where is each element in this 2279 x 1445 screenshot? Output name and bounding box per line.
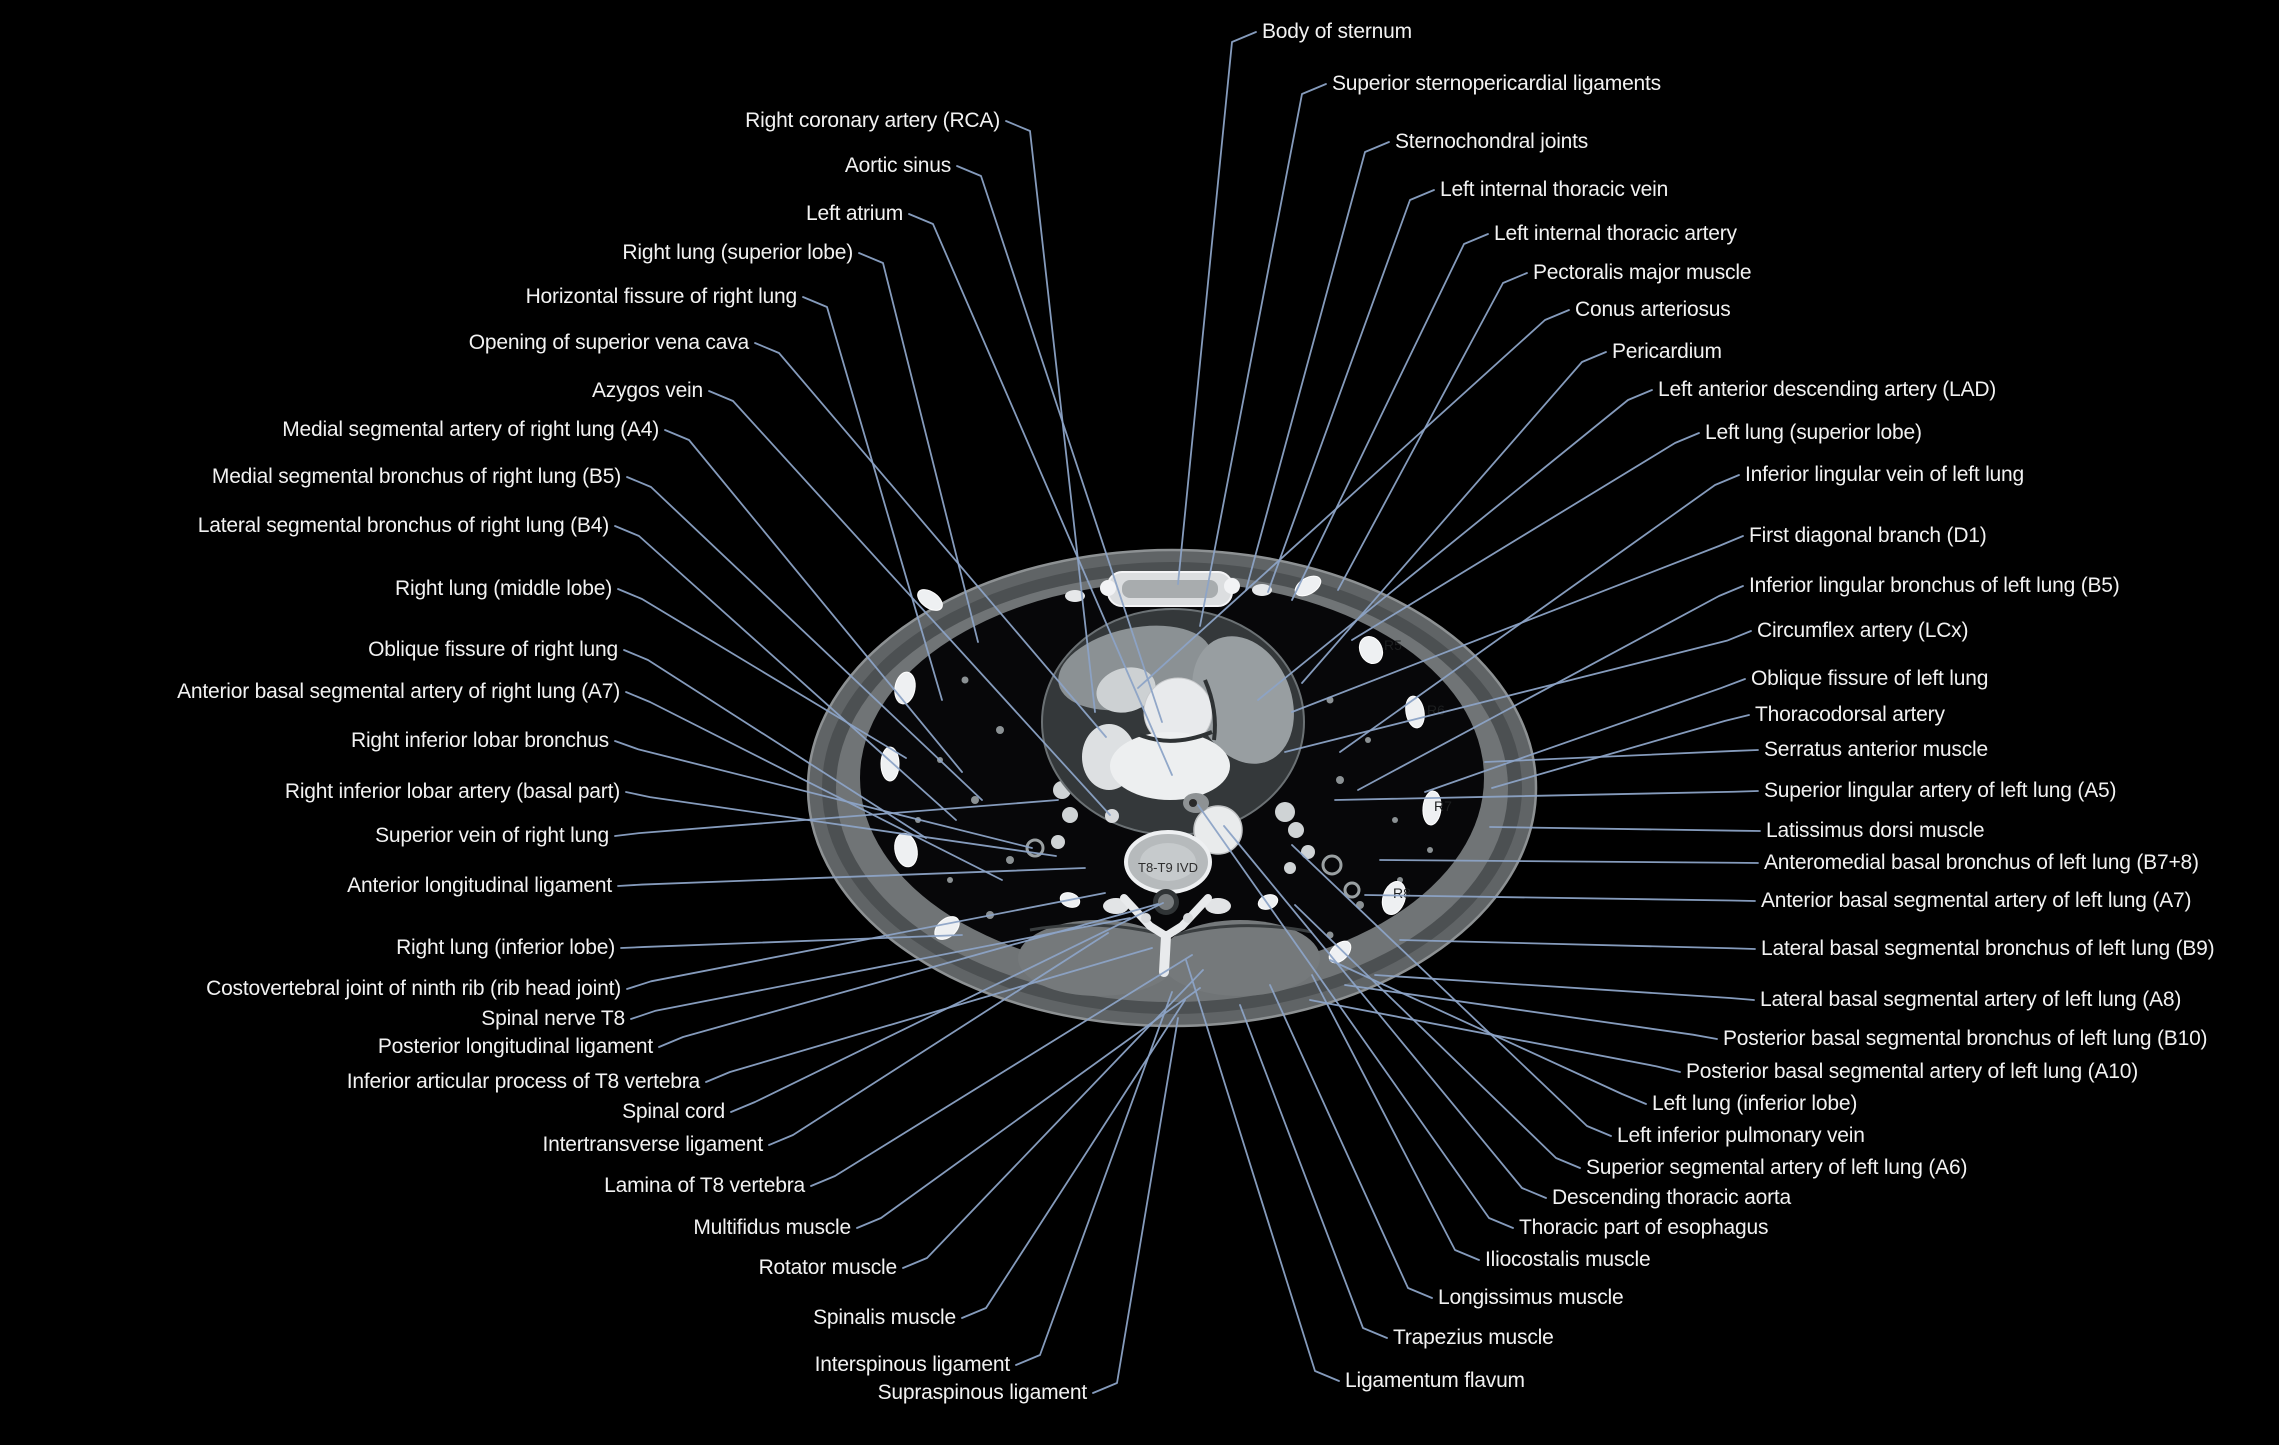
annotation-label: Pericardium xyxy=(1612,340,1722,363)
annotation-label: Anterior basal segmental artery of left lung (A7) xyxy=(1761,889,2192,912)
annotation-label: Left internal thoracic vein xyxy=(1440,178,1669,201)
annotation-label: Spinalis muscle xyxy=(813,1306,956,1329)
annotation-label: Thoracodorsal artery xyxy=(1755,703,1945,726)
annotation-label: Oblique fissure of right lung xyxy=(368,638,618,661)
leader-line xyxy=(1246,142,1389,590)
annotation-label: Lateral basal segmental artery of left lung (A8) xyxy=(1760,988,2182,1011)
annotation-label: Iliocostalis muscle xyxy=(1485,1248,1651,1271)
annotation-label: Medial segmental bronchus of right lung (B5) xyxy=(211,465,621,488)
rib-label: R8 xyxy=(1393,885,1411,901)
annotation-label: Longissimus muscle xyxy=(1438,1286,1624,1309)
annotation-label: Inferior articular process of T8 vertebra xyxy=(346,1070,700,1093)
annotation-label: Interspinous ligament xyxy=(814,1353,1010,1376)
annotation-label: Right coronary artery (RCA) xyxy=(745,109,1000,132)
rib-label: R6 xyxy=(1427,702,1445,718)
annotation-label: First diagonal branch (D1) xyxy=(1749,524,1987,547)
annotation-label: Anterior basal segmental artery of right lung (A7) xyxy=(177,680,620,703)
annotation-label: Costovertebral joint of ninth rib (rib head joint) xyxy=(206,977,621,1000)
annotation-label: Spinal nerve T8 xyxy=(481,1007,625,1030)
annotation-label: Intertransverse ligament xyxy=(542,1133,763,1156)
annotation-label: Left internal thoracic artery xyxy=(1494,222,1737,245)
annotation-label: Right lung (inferior lobe) xyxy=(396,936,615,959)
annotation-label: Azygos vein xyxy=(591,379,703,402)
annotation-label: Circumflex artery (LCx) xyxy=(1757,619,1969,642)
esophagus xyxy=(1183,793,1209,813)
rib-label: R5 xyxy=(1384,637,1402,653)
annotation-label: Aortic sinus xyxy=(844,154,951,177)
annotation-label: Lateral segmental bronchus of right lung (B4) xyxy=(197,514,609,537)
leader-line xyxy=(1270,985,1432,1298)
annotation-label: Superior lingular artery of left lung (A5) xyxy=(1764,779,2117,802)
annotation-label: Anterior longitudinal ligament xyxy=(347,874,612,897)
annotation-label: Ligamentum flavum xyxy=(1345,1369,1525,1392)
annotation-label: Descending thoracic aorta xyxy=(1552,1186,1791,1209)
annotation-label: Trapezius muscle xyxy=(1393,1326,1554,1349)
annotation-label: Left atrium xyxy=(805,202,903,225)
annotation-label: Opening of superior vena cava xyxy=(468,331,749,354)
annotation-label: Medial segmental artery of right lung (A4) xyxy=(282,418,659,441)
annotation-label: Superior segmental artery of left lung (A6) xyxy=(1586,1156,1968,1179)
annotation-label: Posterior basal segmental artery of left lung (A10) xyxy=(1686,1060,2139,1083)
annotation-label: Right inferior lobar bronchus xyxy=(350,729,609,752)
annotation-label: Inferior lingular bronchus of left lung (B5) xyxy=(1749,574,2120,597)
annotation-label: Multifidus muscle xyxy=(693,1216,851,1239)
annotation-label: Right lung (middle lobe) xyxy=(395,577,612,600)
annotation-label: Posterior longitudinal ligament xyxy=(377,1035,653,1058)
annotation-label: Serratus anterior muscle xyxy=(1764,738,1988,761)
ct-body xyxy=(808,550,1536,1026)
annotation-label: Body of sternum xyxy=(1262,20,1412,43)
annotation-label: Rotator muscle xyxy=(758,1256,897,1279)
ivd-label: T8-T9 IVD xyxy=(1138,860,1198,875)
annotation-label: Sternochondral joints xyxy=(1395,130,1589,153)
annotation-label: Superior sternopericardial ligaments xyxy=(1332,72,1661,95)
annotation-label: Anteromedial basal bronchus of left lung (B7+8) xyxy=(1764,851,2199,874)
annotation-label: Conus arteriosus xyxy=(1575,298,1731,321)
annotation-label: Thoracic part of esophagus xyxy=(1519,1216,1769,1239)
annotation-label: Superior vein of right lung xyxy=(375,824,609,847)
annotation-label: Right lung (superior lobe) xyxy=(622,241,853,264)
annotation-label: Oblique fissure of left lung xyxy=(1751,667,1989,690)
leader-line xyxy=(1268,190,1434,592)
annotation-label: Left anterior descending artery (LAD) xyxy=(1658,378,1997,401)
annotation-label: Right inferior lobar artery (basal part) xyxy=(284,780,620,803)
annotation-label: Inferior lingular vein of left lung xyxy=(1745,463,2024,486)
leader-line xyxy=(1016,992,1172,1365)
leader-line xyxy=(1240,1005,1387,1338)
annotation-label: Left lung (inferior lobe) xyxy=(1652,1092,1858,1115)
leader-line xyxy=(859,253,978,642)
annotation-label: Latissimus dorsi muscle xyxy=(1766,819,1985,842)
annotation-label: Supraspinous ligament xyxy=(877,1381,1087,1404)
annotation-label: Lateral basal segmental bronchus of left lung (B9) xyxy=(1761,937,2215,960)
leader-line xyxy=(1400,940,1755,949)
annotation-label: Lamina of T8 vertebra xyxy=(604,1174,805,1197)
annotation-label: Left inferior pulmonary vein xyxy=(1617,1124,1865,1147)
annotation-label: Spinal cord xyxy=(622,1100,725,1123)
annotation-label: Posterior basal segmental bronchus of left lung (B10) xyxy=(1723,1027,2208,1050)
leader-line xyxy=(1292,234,1488,600)
annotation-label: Left lung (superior lobe) xyxy=(1705,421,1922,444)
leader-line xyxy=(1178,32,1256,584)
annotation-label: Pectoralis major muscle xyxy=(1533,261,1752,284)
annotation-label: Horizontal fissure of right lung xyxy=(525,285,797,308)
leader-line xyxy=(1093,1018,1178,1393)
rib-label: R7 xyxy=(1434,798,1452,814)
leader-line xyxy=(1352,433,1699,640)
